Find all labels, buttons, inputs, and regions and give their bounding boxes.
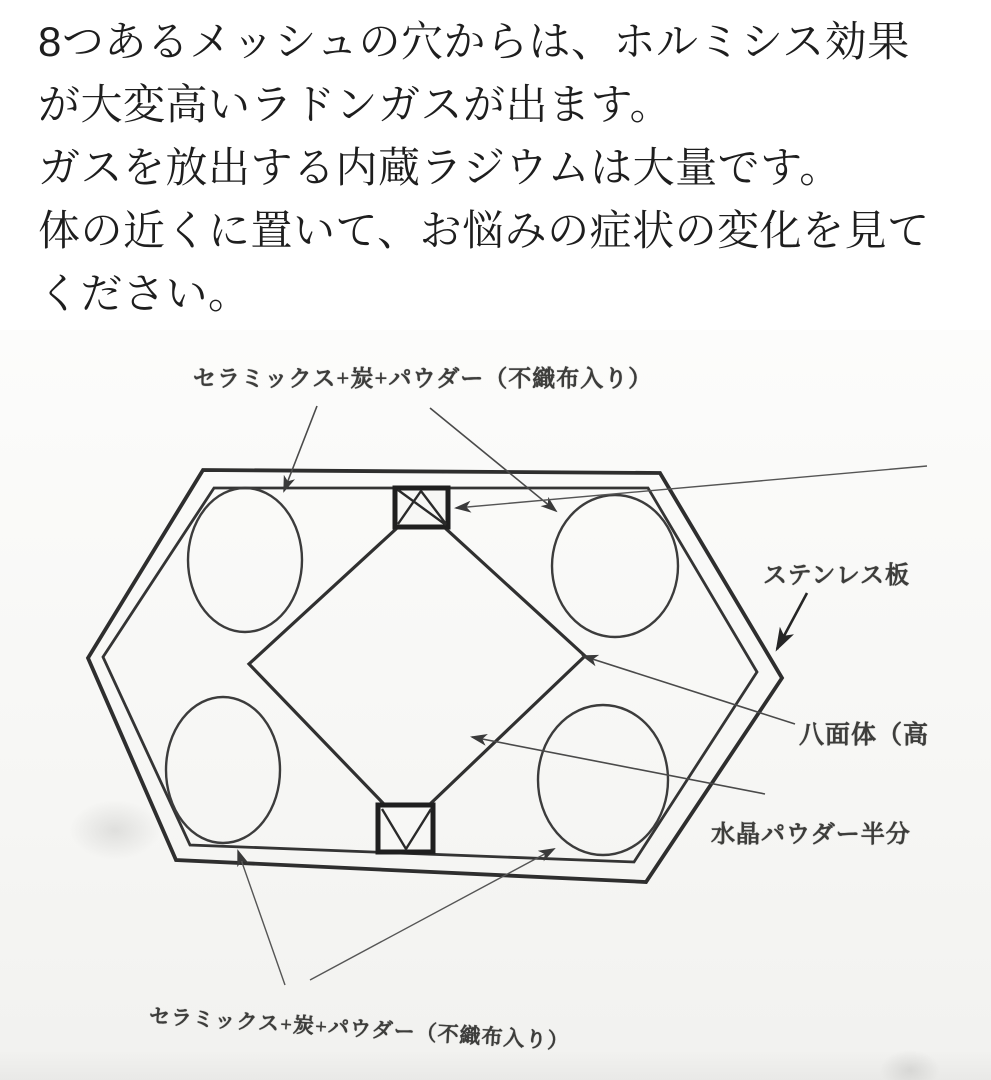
leader-octahedron <box>583 656 795 724</box>
diagram-label-ceramics-top: セラミックス+炭+パウダー（不織布入り） <box>193 366 653 391</box>
octahedron-diamond <box>249 506 585 827</box>
diagram-label-ceramics-bottom: セラミックス+炭+パウダー（不織布入り） <box>148 1003 571 1054</box>
intro-line: が大変高いラドンガスが出ます。 <box>38 81 673 128</box>
leader-crystal-powder <box>472 737 765 794</box>
diagram-label-octahedron: 八面体（高 <box>799 722 930 749</box>
intro-line: 8つあるメッシュの穴からは、ホルミシス効果 <box>38 18 910 65</box>
mesh-hole-ellipse-bottom-left <box>166 697 280 843</box>
leader-ceramics-top-left <box>284 406 317 491</box>
diagram-label-crystal-powder: 水晶パウダー半分 <box>711 822 911 848</box>
mesh-hole-ellipse-top-right <box>552 495 678 637</box>
intro-line: 体の近くに置いて、お悩みの症状の変化を見て <box>38 207 930 254</box>
radium-square-bottom <box>378 805 433 852</box>
diagram-label-stainless-plate: ステンレス板 <box>763 563 910 589</box>
mesh-hole-ellipse-bottom-right <box>538 705 668 855</box>
leader-ceramics-bottom-left <box>238 851 285 985</box>
mesh-hole-ellipse-top-left <box>188 488 302 632</box>
radium-square-top <box>395 488 448 527</box>
leader-stainless-plate <box>777 593 807 649</box>
intro-line: ください。 <box>38 270 251 317</box>
intro-line: ガスを放出する内蔵ラジウムは大量です。 <box>38 144 842 191</box>
